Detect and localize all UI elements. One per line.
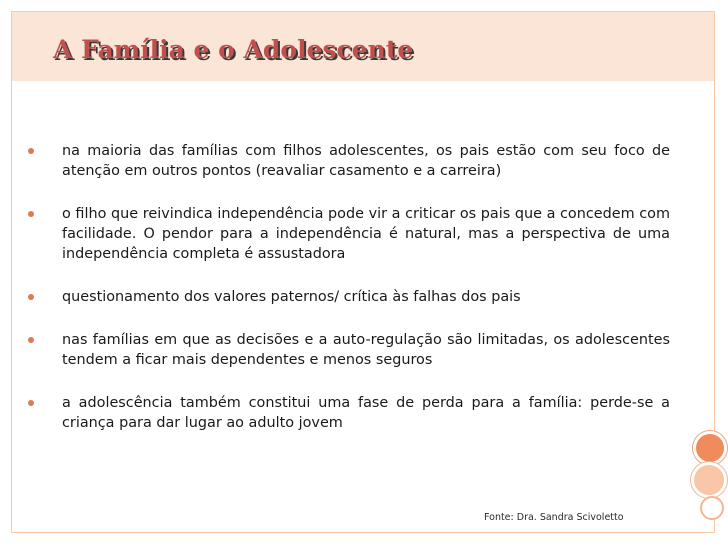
decorative-circle-icon <box>693 431 727 465</box>
bullet-text: nas famílias em que as decisões e a auto-regulação são limitadas, os adolescentes tendem a ficar mais dependentes e menos seguros <box>62 332 670 368</box>
bullet-dot-icon <box>28 211 34 217</box>
bullet-item <box>27 141 670 181</box>
decorative-circle-icon <box>700 496 724 520</box>
bullet-item <box>27 287 670 307</box>
bullet-list <box>27 141 670 456</box>
bullet-text: questionamento dos valores paternos/ crítica às falhas dos pais <box>62 289 521 305</box>
decorative-circle-icon <box>691 462 727 498</box>
source-citation: Fonte: Dra. Sandra Scivoletto <box>484 512 624 523</box>
bullet-item <box>27 204 670 264</box>
bullet-dot-icon <box>28 337 34 343</box>
slide-title: A Família e o Adolescente <box>53 35 414 64</box>
bullet-text: na maioria das famílias com filhos adolescentes, os pais estão com seu foco de atenção em outros pontos (reavaliar casamento e a carreira) <box>62 143 670 179</box>
bullet-text: o filho que reivindica independência pode vir a criticar os pais que a concedem com facilidade. O pendor para a independência é natural, mas a perspectiva de uma independência completa é assustadora <box>62 206 670 262</box>
bullet-item <box>27 330 670 370</box>
bullet-dot-icon <box>28 148 34 154</box>
bullet-dot-icon <box>28 400 34 406</box>
bullet-text: a adolescência também constitui uma fase de perda para a família: perde-se a criança para dar lugar ao adulto jovem <box>62 395 670 431</box>
bullet-item <box>27 393 670 433</box>
bullet-dot-icon <box>28 294 34 300</box>
